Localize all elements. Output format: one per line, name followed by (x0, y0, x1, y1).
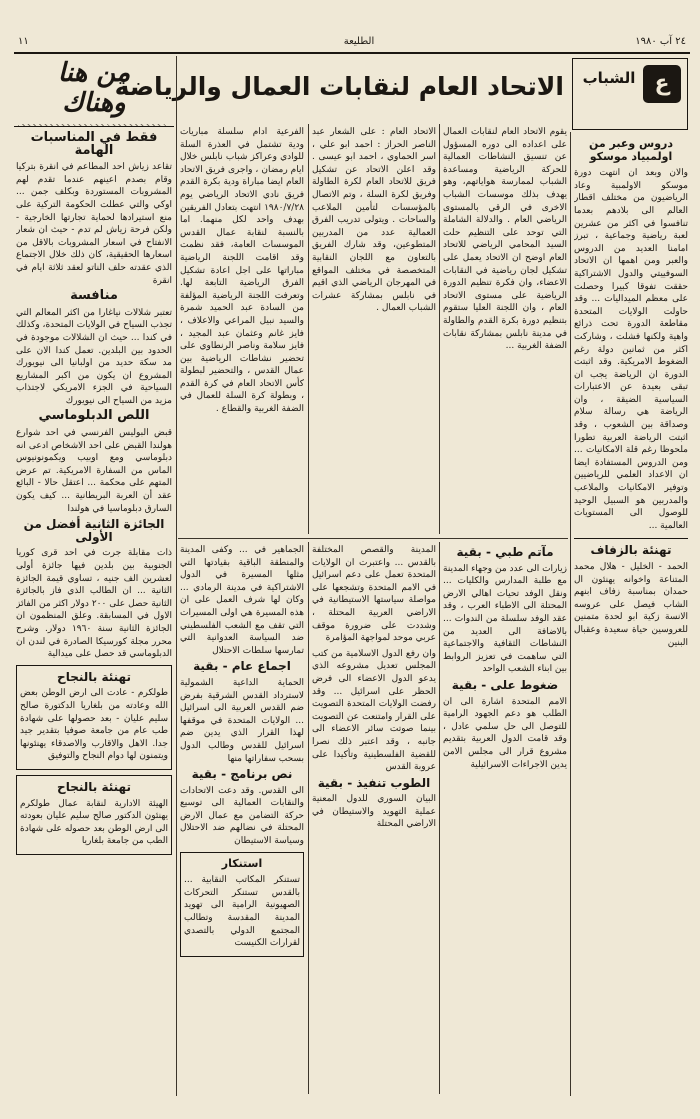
heading-occasions: فقط في المناسبات الهامة (30, 130, 158, 158)
lower-left-text-3: الى القدس. وقد دعت الاتحادات والنقابات العمالية الى توسيع حركة التضامن مع عمال الارض المحتلة في نضالهم ضد الاحتلال وسياسة الاستيطان (180, 785, 304, 847)
main-rule-2 (439, 124, 440, 534)
masthead-rule (14, 126, 174, 127)
header-rule (14, 52, 690, 54)
lower-left-column (180, 544, 304, 1092)
heading-wedding: تهنئة بالزفاف (590, 543, 672, 558)
congrats-box-2 (16, 775, 172, 855)
issue-date: ٢٤ آب ١٩٨٠ (635, 36, 686, 47)
youth-sidebar (574, 136, 688, 1092)
heading-condemnation: استنكار (221, 856, 263, 870)
article-diplomat-thief: قبض البوليس الفرنسي في احد شوارع هولندا القبض على احد الاشخاص ادعى انه دبلوماسي ومع اوبيب ويكمونونيوس الماس من السفارة الامريكية. تم عرض المتهم على محكمة ... اعتقل حالا - البائع عقد أن العربة البريطانية ... كيف يكون السارق دبلوماسيا في هولندا (16, 428, 172, 514)
masthead-line-1: من هنا (57, 58, 131, 88)
article-occasions: تقاعد زياش احد المطاعم في انقرة بتركيا وقام بصدم اعينهم عندما تقدم لهم المشروبات المستوردة وبكلف جمن ... اوكي والتي عطلت الحكومة التركية على منع استيرادها لحماية تجارتها الخارجية - ولكن فرحة زياش لم تدم - حيث ان شعار الانفتاح في اسعار المشروبات بالاقل من اسعارها الحقيقية، كان ذلك خلال الاجتماع الذي عقدته حلف الناتو لعقد ثلاثة ايام في انقرة (16, 162, 172, 286)
heading-consensus: اجماع عام - بقية (193, 659, 291, 674)
article-moscow-olympics: والان وبعد ان انتهت دورة موسكو الاولمبية وعاد الرياضيون من مختلف اقطار العالم الى بلادهم بعدما تنافسوا في اكثر من عشرين لعبة رياضية وجماعية ، تبرز امامنا العديد من الدروس والعبر ومن اهمها ان الاتحاد السوفييتي والدول الاشتراكية حققت تفوقا كبيرا وحصلت على معظم الميداليات ... وقد حاولت الولايات المتحدة مقاطعة الدورة تحت ذرائع واهية ولكنها فشلت ، وشاركت اكثر من ثمانين دولة رغم الضغوط الامريكية. وقد اثبتت الدورة ان الرياضة يجب ان تبقى بعيدة عن الاعتبارات السياسية الضيقة ، وان الرياضة هي رسالة سلام وصداقة بين الشعوب ، وقد اثبتت الرياضة العربية تطورا ملحوظا رغم قلة الامكانيات ... ومن الدروس المستفادة ايضا ان الاعداد العلمي للرياضيين وتوفير الامكانيات والملاعب والمدربين هو السبيل الوحيد للوصول الى المستويات العالمية ... (574, 168, 688, 531)
page-number: ١١ (18, 36, 29, 47)
heading-implementation: الطوب تنفيذ - بقية (317, 775, 431, 790)
heading-congrats-2: تهنئة بالنجاح (57, 779, 131, 794)
heading-medical-funeral: مآتم طبي - بقية (456, 545, 554, 559)
newspaper-name: الطليعة (343, 36, 375, 47)
lower-rule-1 (308, 542, 309, 1094)
main-article-text-3: الفرعية ادام سلسلة مباريات ودية تشتمل في العذرة السلة للوادي وعراكز شباب نابلس خلال ايام رمضان ، واجرى فريق الاتحاد العام ايضا مباراة ودية بكرة القدم فريق نادي الاتحاد الرياضي يوم ١٩٨٠/٧/٢٨ انتهت بتعادل الفريقين بهدف واحد لكل منهما. اما بالنسبة لنقابة عمال القدس الموسسات العامة، فقد نظمت وقد اقامت اللجنة الرياضية مباراتها على اجل اعادة تشكيل الفرق الرياضية التابعة لها. وتعرفت اللجنة الرياضية المؤلفة من السادة عبد الحميد شمرة والسيد نبيل المراعي والاعلاف ، فايز غانم وعثمان عبد المجيد ، فايز سلامة وناصر الرنطاوي على تحضير نشاطات الرياضية بين عمال القدس ، والتحضير لبطولة كأس الاتحاد العام في كرة القدم ، وبطولة كرة السلة للعمال في الضفة الغربية والقطاع . (180, 127, 304, 415)
heading-program-text: نص برنامج - بقية (191, 767, 293, 782)
heading-diplomat-thief: اللص الدبلوماسي (38, 408, 150, 424)
congrats-box-1 (16, 665, 172, 770)
article-congrats-2: الهيئة الادارية لنقابة عمال طولكرم يهنئون الدكتور صالح سليم عليان بعودته الى ارض الوطن بعد حصوله على شهادة الطب من جامعة بلغاريا (20, 798, 168, 847)
main-article-col-mid (312, 126, 436, 534)
heading-second-prize: الجائزة الثانية أفضل من الأولى (23, 517, 165, 544)
lower-mid-text-3: البيان السوري للدول المعنية عملية التهويد والاستيطان في الاراضي المحتلة (312, 794, 436, 830)
main-rule-1 (308, 124, 309, 534)
lower-right-text-2: الامم المتحدة اشارة الى ان الطلب هو دعم الجهود الرامية للتوصل الى حل سلمي عادل ، وقد قامت الدول العربية بتقديم مشروع قرار الى مجلس الامن يدين الاجراءات الاسرائيلية (443, 696, 567, 770)
main-article-text-1: يقوم الاتحاد العام لنقابات العمال على اعداده الى دوره المسؤول عن تنسيق النشاطات العمالية للحركة الرياضية ومساعدة الشباب لممارسة هواياتهم، وهو يهدف بذلك موسسات الشباب الاخرى في الرقي بالمستوى الرياضي العام . والدلالة الشاملة التي توحد على التنظيم حلت السيد المحامي الرياضي للاتحاد العام اوضح ان الاتحاد يعمل على تشكيل لجان رياضية في النقابات الاعضاء، وان فكرة تنظيم الدورة الرياضية على مستوى الاتحاد العام ، وان اللجنة العليا ستقوم بتنظيم دورة بكرة القدم والطاولة في مدينة نابلس بمشاركة نقابات الضفة الغربية ... (443, 127, 567, 352)
main-article-col-left (180, 126, 304, 534)
lower-left-text-1: الجماهير في ... وكفى المدينة والمنطقة الباقية بقيادتها التي مثلها المسيرة في الدول الاشتراكية في مدينة الرمادي ... وكان لها شرف العمل على ان هذه المسيرة هي اولى المسيرات التي تقف مع الشعب الفلسطيني ضد السياسة العدوانية التي تمارسها سلطات الاحتلال (180, 545, 304, 656)
wedding-box (574, 538, 688, 649)
left-column-rule (176, 56, 177, 1096)
lower-mid-text-1: المدينة والقصص المختلفة بالقدس ... واعتبرت ان الولايات المتحدة تعمل على دعم اسرائيل في الامم المتحدة وتشجعها على مواصلة سياستها الاستيطانية في الاراضي العربية المحتلة ، وشددت على ضرورة موقف عربي موحد لمواجهة المؤامرة (312, 545, 436, 644)
lower-right-text-1: زيارات الى عدد من وجهاء المدينة مع طلبة المدارس والكليات ... ونقل الوفد تحيات اهالي الارض المحتلة الى الاطباء العرب ، وقد عقد الوفد سلسلة من الندوات ... بالاضافة الى العديد من النشاطات الثقافية والاجتماعية التي ساهمت في تعزيز الروابط بين ابناء الشعب الواحد (443, 563, 567, 675)
article-second-prize: ذات مقابلة جرت في احد قرى كوريا الجنوبية بين بلدين فيها جائزة أولى لعشرين الف جنيه ، تساوي قيمة الجائزة الثانية ... ان الطالب الذي فاز بالجائزة الثانية حصل على ٢٠٠ دولار اكثر من الفائز الاول في المسابقة. وعلق المنظمون ان الجائزة الثانية سنة ١٩٦٠ دولار. وشرح محرر مجلة كورسيكا الصادرة في لندن ان الدبلوماسي قد حصل على ميدالية (16, 548, 172, 660)
heading-competition: منافسة (70, 288, 118, 304)
decorative-rule (18, 124, 168, 126)
condemnation-box (180, 852, 304, 957)
masthead-line-2: وهناك (62, 88, 126, 118)
article-competition: تعتبر شلالات نياغارا من اكثر المعالم التي تجذب السياح في الولايات المتحدة، وكذلك في كندا ... حيث ان الشلالات موجودة في الحدود بين البلدين. تعمل كندا الان على مد سكة حديد من اولبانيا الى نيويورك المشروع ان يكون من اكبر المشاريع السياحية في الجزء الامريكي لاجتذاب مزيد من السياح الى نيويورك (16, 307, 172, 406)
masthead-art (14, 58, 174, 124)
page-header (14, 36, 690, 52)
article-wedding: الحمد - الخليل - هلال محمد المتناعة واخوانه يهنئون ال حمدان بمناسبة زفاف ابنهم الشاب فيصل على عروسه الانسة زكية ابو لحدة متمنين للعروسين حياة سعيدة وعقبال البنين (574, 562, 688, 648)
lower-mid-column (312, 544, 436, 1092)
lower-rule-2 (439, 542, 440, 1094)
left-column (16, 130, 172, 1092)
lower-left-text-2: الحماية الداعية الشمولية لاسترداد القدس الشرقية بفرض ضم القدس العربية الى اسرائيل ... الولايات المتحدة في موقفها لهذا القرار الذي يدين ضم اسرائيل للقدس وطالب الدول بسحب سفاراتها منها (180, 677, 304, 764)
sidebar-column-rule (570, 132, 571, 1096)
condemnation-text: تستنكر المكاتب النقابية ... بالقدس تستنكر التحركات الصهيونية الرامية الى تهويد المدينة المقدسة وتطالب المجتمع الدولي بالتصدي لقرارات الكنيست (184, 875, 300, 949)
youth-section-logo (572, 58, 688, 130)
heading-moscow-olympics: دروس وعبر من اولمبياد موسكو (588, 137, 674, 163)
article-congrats-1: طولكرم - عادت الى ارض الوطن بعض الله وعادته من بلغاريا الدكتورة صالح سليم عليان - بعد حصولها على شهادة طب عام من جامعة صوفيا بتقدير جيد جدا. الاهل والاقارب والاصدقاء يهنئونها ويتمنون لها دوام النجاح والتوفيق (20, 688, 168, 762)
lower-mid-text-2: وان رفع الدول الاسلامية من كتب المجلس تعديل مشروعه الذي يدعو الدول الاعضاء الى فرض الحظر على اسرائيل ... وقد رفضت الولايات المتحدة التصويت على القرار وامتنعت عن التصويت بينما صوتت سائر الاعضاء الى جانبه ، وقد اعتبر ذلك نصرا للقضية الفلسطينية وتأكيدا على عروبة القدس (312, 648, 436, 773)
main-bottom-rule (178, 538, 568, 539)
main-headline: الاتحاد العام لنقابات العمال والرياضة (114, 72, 564, 101)
lower-right-column (443, 544, 567, 1092)
section-logo-label: الشباب (582, 69, 636, 87)
main-article-col-right (443, 126, 567, 534)
heading-congrats-1: تهنئة بالنجاح (57, 669, 131, 684)
main-article-text-2: الاتحاد العام : على الشعار عبد الناصر الحراز : احمد ابو علي ، اسر الحماوي ، احمد ابو عيسى . وقد اعلن الاتحاد عن تشكيل فريق للاتحاد العام لكرة الطاولة وفريق لكرة السلة ، وتم الاتصال بالمؤسسات لتأمين الملاعب والساحات . ويتولى تدريب الفرق العمالية عدد من المدربين المتطوعين، وقد شارك الفريق بالتعاون مع اللجان النقابية المتخصصة في مختلف المواقع في المهرجان الرياضي الذي اقيم في نابلس بمشاركة عشرات الشباب العمال . (312, 127, 436, 314)
heading-pressure: ضغوط على - بقية (451, 677, 559, 692)
section-logo-icon: ع (643, 65, 681, 103)
newspaper-page (14, 12, 690, 1098)
